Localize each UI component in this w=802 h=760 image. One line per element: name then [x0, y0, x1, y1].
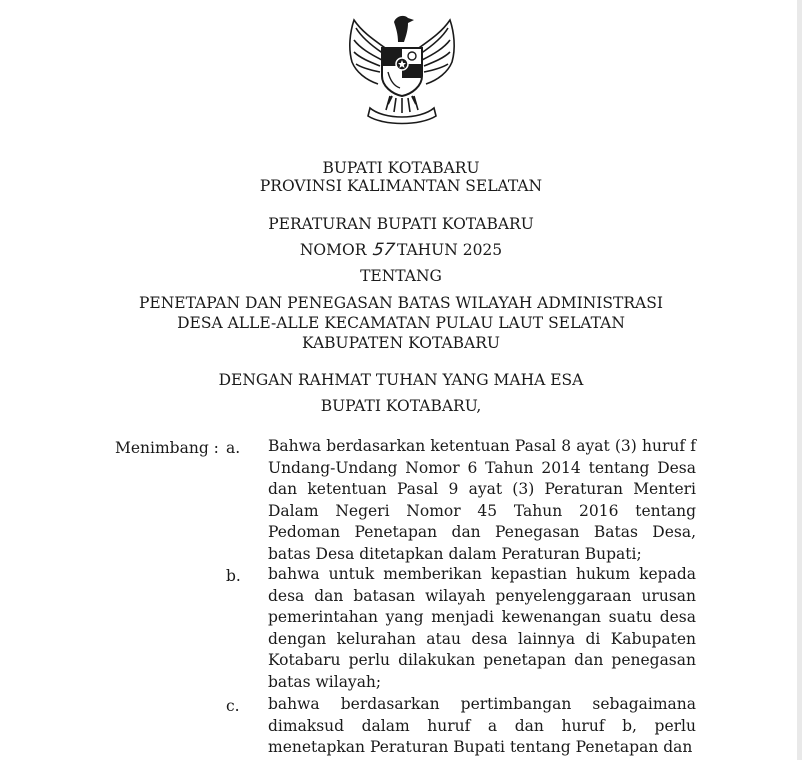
regulation-number-line [0, 240, 802, 260]
considering-item-b: bahwa untuk memberikan kepastian hukum kepada desa dan batasan wilayah penyelenggaraan urusan pemerintahan yang menjadi kewenangan suatu desa dengan kelurahan atau desa lainnya di Kabupaten Kotabaru perlu dilakukan penetapan dan penegasan batas wilayah; [268, 565, 696, 691]
handwritten-number: 57 [371, 240, 397, 260]
regulation-title: PERATURAN BUPATI KOTABARU [268, 215, 534, 233]
subject-line-3: KABUPATEN KOTABARU [302, 334, 500, 352]
item-marker: c. [226, 697, 240, 715]
subject-line-2: DESA ALLE-ALLE KECAMATAN PULAU LAUT SELATAN [177, 314, 625, 332]
considering-item-a: Bahwa berdasarkan ketentuan Pasal 8 ayat (3) huruf f Undang-Undang Nomor 6 Tahun 2014 tentang Desa dan ketentuan Pasal 9 ayat (3) Peraturan Menteri Dalam Negeri Nomor 45 Tahun 2016 tentang Pedoman Penetapan dan Penegasan Batas Desa, batas Desa ditetapkan dalam Peraturan Bupati; [268, 437, 696, 563]
item-marker: b. [226, 567, 241, 585]
garuda-emblem-icon [344, 10, 460, 128]
subject-line-1: PENETAPAN DAN PENEGASAN BATAS WILAYAH ADMINISTRASI [138, 294, 663, 312]
issuer-heading: BUPATI KOTABARU [322, 159, 480, 177]
preamble-line-2: BUPATI KOTABARU, [320, 397, 482, 415]
preamble-line-1: DENGAN RAHMAT TUHAN YANG MAHA ESA [218, 371, 584, 389]
number-suffix: TAHUN 2025 [396, 241, 503, 259]
item-marker: a. [226, 439, 241, 457]
considering-item-c: bahwa berdasarkan pertimbangan sebagaimana dimaksud dalam huruf a dan huruf b, perlu menetapkan Peraturan Bupati tentang Penetapan dan [268, 695, 696, 757]
about-heading: TENTANG [360, 267, 442, 285]
number-prefix: NOMOR [299, 241, 367, 259]
considering-label: Menimbang : [115, 439, 219, 457]
province-heading: PROVINSI KALIMANTAN SELATAN [259, 177, 543, 195]
